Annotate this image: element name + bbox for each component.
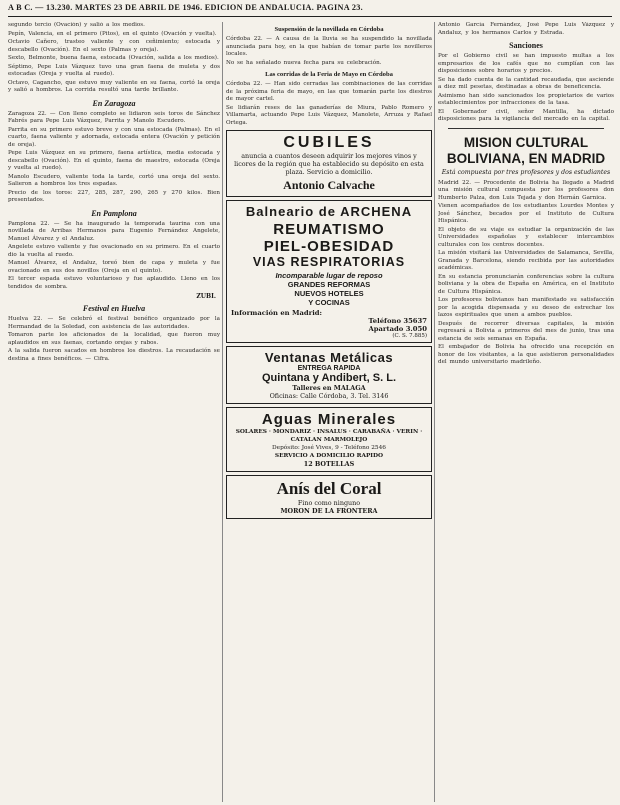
ad-line: VIAS RESPIRATORIAS [252, 255, 406, 269]
article-paragraph: Madrid 22. — Procedente de Bolivia ha llegado a Madrid una misión cultural compuesta por los profesores don Humberto Palza, don Luis Tejada y don Hernán Garnica. [438, 179, 614, 201]
article-paragraph: Por el Gobierno civil se han impuesto multas a los empresarios de los cafés que no cumplían con las disposiciones sobre horarios y precios. [438, 53, 614, 74]
ad-title: Anís del Coral [276, 479, 382, 498]
article-paragraph: El objeto de su viaje es estudiar la organización de las Universidades españolas y establecer intercambios culturales con los centros docentes. [438, 226, 614, 248]
article-paragraph: El Gobernador civil, señor Mantilla, ha dictado disposiciones para la vigilancia del mercado en la capital. [438, 108, 614, 122]
ad-body: anuncia a cuantos deseen adquirir los mejores vinos y licores de la región que ha establecido su depósito en esta plaza. Servicio a domicilio. [234, 152, 424, 176]
article-paragraph: Tomaron parte los aficionados de la localidad, que fueron muy aplaudidos en sus faenas, cortando orejas y rabos. [8, 332, 220, 346]
article-paragraph: Octavo, Cagancho, que estuvo muy valiente en su faena, cortó la oreja y salió a hombros. La corrida resultó una tarde brillante. [8, 79, 220, 93]
article-paragraph: Huelva 22. — Se celebró el festival benéfico organizado por la Hermandad de la Soledad, con asistencia de las autoridades. [8, 316, 220, 330]
article-paragraph: Octavio Cañero, trasteo valiente y con ceñimiento; estocada y descabello (Ovación). En el sexto (Palmas y oreja). [8, 39, 220, 53]
article-paragraph: Córdoba 22. — A causa de la lluvia se ha suspendido la novillada anunciada para hoy, en la que habían de tomar parte los novilleros locales. [226, 36, 432, 57]
article-paragraph: Angelete estuvo valiente y fue ovacionado en su primero. En el cuarto dio la vuelta al ruedo. [8, 244, 220, 258]
article-paragraph: El tercer espada estuvo voluntarioso y fue aplaudido. Lleno en los tendidos de sombra. [8, 276, 220, 290]
article-paragraph: Parrita en su primero estuvo breve y con una estocada (Palmas). En el cuarto, faena valiente y adornada, estocada entera (Ovación y petición de oreja). [8, 126, 220, 148]
article-paragraph: Pamplona 22. — Se ha inaugurado la temporada taurina con una novillada de Arribas Hermanos para Eugenio Fernández Angelete, Manuel Álvarez y el Andaluz. [8, 220, 220, 242]
article-paragraph: En su estancia pronunciarán conferencias sobre la cultura boliviana y la obra de España en América, en el Instituto de Cultura Hispánica. [438, 273, 614, 295]
ad-ventanas [226, 346, 432, 404]
ad-place: MORON DE LA FRONTERA [280, 507, 378, 515]
article-paragraph: Zaragoza 22. — Con lleno completo se lidiaron seis toros de Sánchez Fabrés para Pepe Luis Vázquez, Parrita y Manolo Escudero. [8, 110, 220, 124]
section-title-feria: Las corridas de la Feria de Mayo en Córdoba [265, 71, 393, 78]
ad-title: Balneario de ARCHENA [245, 204, 413, 219]
ad-depot: Depósito: José Vives, 9 - Teléfono 2546 [271, 445, 386, 451]
ad-title: Aguas Minerales [261, 411, 397, 428]
article-paragraph: No se ha señalado nueva fecha para su celebración. [226, 59, 382, 66]
ad-promo: 12 BOTELLAS [303, 460, 355, 468]
ad-line: REUMATISMO [273, 221, 385, 238]
ad-title: Ventanas Metálicas [264, 350, 394, 365]
ad-archena [226, 200, 432, 343]
article-paragraph: Manolo Escudero, valiente toda la tarde, cortó una oreja del sexto. Salieron a hombros los tres espadas. [8, 173, 220, 187]
ad-phone: Teléfono 35637 [368, 317, 427, 325]
column-middle [226, 22, 432, 802]
article-paragraph: A la salida fueron sacados en hombros los diestros. La recaudación se destina a fines benéficos. — Cifra. [8, 348, 220, 362]
article-paragraph: Precio de los toros: 227, 285, 287, 290, 265 y 270 kilos. Bien presentados. [8, 189, 220, 203]
article-paragraph: Pepe Luis Vázquez en su primero, faena artística, media estocada y descabello (Ovación). En el quinto, faena de maestro, estocada (Oreja y vuelta al ruedo). [8, 150, 220, 171]
headline-mision: MISION CULTURAL BOLIVIANA, EN MADRID [446, 134, 606, 166]
article-paragraph: Sexto, Belmonte, buena faena, estocada (Ovación, salida a los medios). [8, 55, 219, 61]
ad-line: Y COCINAS [308, 298, 350, 307]
section-title-cordoba: Suspensión de la novillada en Córdoba [274, 26, 384, 33]
ad-cubiles [226, 130, 432, 197]
section-title-sanciones: Sanciones [509, 41, 543, 50]
article-paragraph: Antonio García Fernández, José Pepe Luis Vázquez y Andaluz, y los hermanos Carlos y Estrada. [438, 22, 614, 36]
article-paragraph: Córdoba 22. — Han sido cerradas las combinaciones de las corridas de la próxima feria de mayo, en las que tomarán parte los diestros de mayor cartel. [226, 81, 432, 102]
ad-ref: (C. S. 7.885) [392, 333, 427, 339]
header-rule [8, 16, 612, 17]
column-divider [222, 22, 223, 802]
ad-sub: ENTREGA RAPIDA [297, 365, 361, 372]
page-header: A B C. — 13.230. MARTES 23 DE ABRIL DE 1946. EDICION DE ANDALUCIA. PAGINA 23. [8, 3, 363, 12]
ad-service: SERVICIO A DOMICILIO RAPIDO [274, 453, 384, 459]
ad-office: Oficinas: Calle Córdoba, 3. Tel. 3146 [269, 392, 389, 400]
article-paragraph: Pepín, Valencia, en el primero (Pitos), en el quinto (Ovación y vuelta). [8, 30, 217, 37]
article-paragraph: Manuel Álvarez, el Andaluz, toreó bien de capa y muleta y fue ovacionado en sus dos novillos (Oreja en el quinto). [8, 260, 220, 274]
section-title-pamplona: En Pamplona [91, 208, 137, 218]
ad-info-label: Información en Madrid: [231, 309, 323, 317]
article-paragraph: Se ha dado cuenta de la cantidad recaudada, que asciende a diez mil pesetas, destinadas a obras de beneficencia. [438, 76, 614, 90]
article-paragraph: Séptimo, Pepe Luis Vázquez tuvo una gran faena de muleta y dos estocadas (Oreja y vuelta al ruedo). [8, 63, 220, 77]
column-right [438, 22, 614, 802]
article-paragraph: Vienen acompañados de los estudiantes Lourdes Montes y José Sánchez, becados por el Instituto de Cultura Hispánica. [438, 203, 614, 224]
column-divider [434, 22, 435, 802]
article-paragraph: El embajador de Bolivia ha ofrecido una recepción en honor de los visitantes, a la que asistieron personalidades del mundo universitario madrileño. [438, 344, 614, 365]
article-paragraph: Los profesores bolivianos han manifestado su satisfacción por la acogida dispensada y su deseo de estrechar los lazos espirituales que unen a ambos pueblos. [438, 297, 614, 318]
article-paragraph: Se lidiarán reses de las ganaderías de Miura, Pablo Romero y Villamarta, actuando Pepe Luis Vázquez, Manolete, Arruza y Rafael Ortega. [226, 104, 432, 126]
ad-line: GRANDES REFORMAS [287, 280, 371, 289]
article-paragraph: Después de recorrer diversas capitales, la misión regresará a Bolivia a primeros del mes de junio, tras una estancia de seis semanas en España. [438, 320, 614, 342]
article-paragraph: La misión visitará las Universidades de Salamanca, Sevilla, Granada y Barcelona, siendo recibida por las autoridades académicas. [438, 250, 614, 271]
section-divider [448, 128, 604, 129]
ad-workshop: Talleres en MALAGA [292, 384, 366, 392]
ad-coral [226, 475, 432, 519]
ad-brands: SOLARES · MONDARIZ · INSALUS · CARABAÑA · VERIN · CATALAN MARMOLEJO [235, 429, 423, 443]
ad-box: Apartado 3.050 [368, 325, 427, 333]
article-paragraph: segundo tercio (Ovación) y salió a los medios. [8, 22, 145, 28]
ad-sub: Fino como ninguno [297, 499, 361, 507]
ad-line: NUEVOS HOTELES [294, 289, 364, 298]
ad-line: PIEL-OBESIDAD [263, 238, 395, 255]
signature: ZUBI. [196, 293, 216, 300]
ad-company: Quintana y Andibert, S. L. [261, 372, 397, 384]
ad-title: CUBILES [283, 134, 375, 151]
column-left [8, 22, 220, 802]
ad-line: Incomparable lugar de reposo [275, 271, 383, 280]
ad-aguas [226, 407, 432, 472]
section-title-huelva: Festival en Huelva [82, 304, 146, 313]
ad-brand: Antonio Calvache [283, 178, 375, 192]
section-title-zaragoza: En Zaragoza [92, 98, 136, 108]
subheadline: Está compuesta por tres profesores y dos estudiantes [441, 168, 611, 176]
article-paragraph: Asimismo han sido sancionados los propietarios de varios establecimientos por infracciones de la tasa. [438, 92, 614, 106]
